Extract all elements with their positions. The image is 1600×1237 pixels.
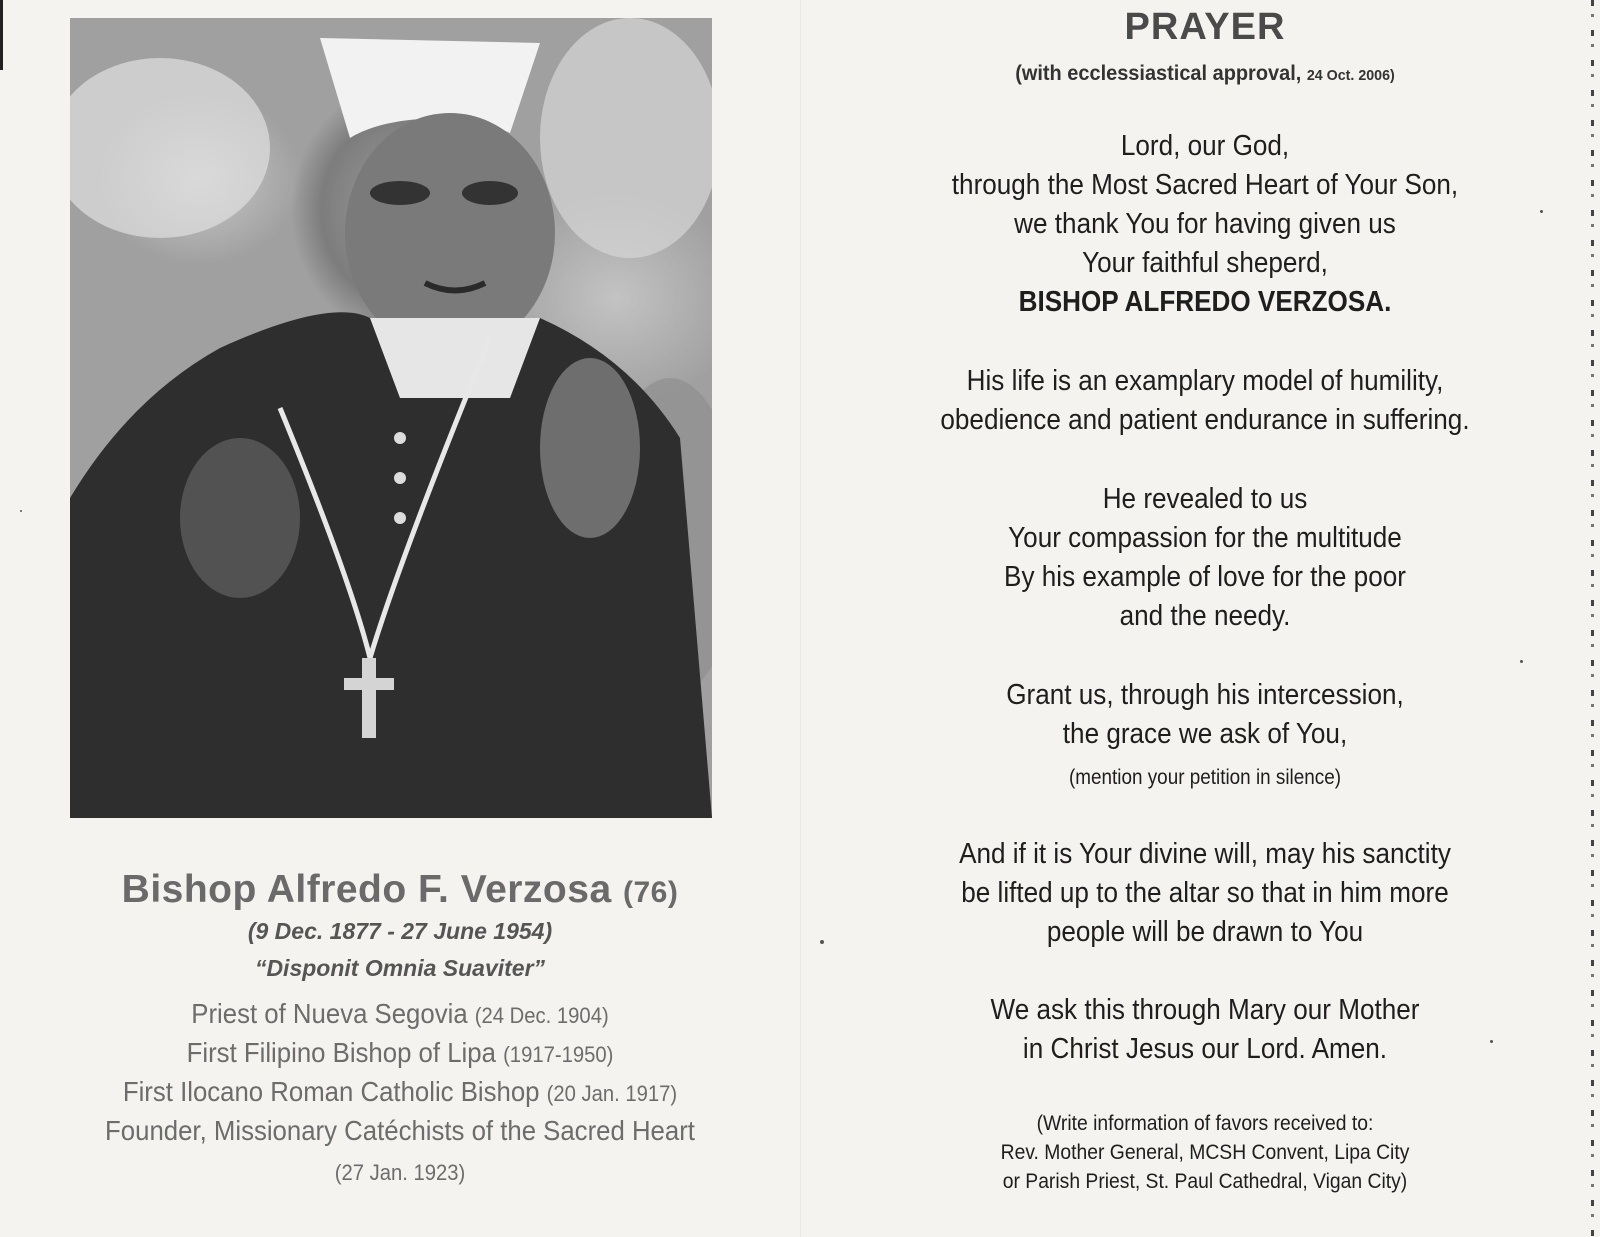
approval-note: (with ecclessiastical approval, 24 Oct. 2006) — [1015, 62, 1395, 85]
bio-line: Priest of Nueva Segovia (24 Dec. 1904) — [191, 998, 609, 1029]
favors-note-line: or Parish Priest, St. Paul Cathedral, Vigan City) — [1002, 1170, 1408, 1193]
bio-line: First Filipino Bishop of Lipa (1917-1950) — [186, 1037, 614, 1068]
bishop-name — [30, 868, 770, 912]
bishop-name-text: Bishop Alfredo F. Verzosa — [121, 868, 612, 911]
bishop-portrait — [70, 18, 712, 818]
prayer-line: BISHOP ALFREDO VERZOSA. — [1018, 286, 1392, 318]
scan-speck — [20, 510, 22, 512]
scan-speck — [1520, 660, 1523, 663]
prayer-line: We ask this through Mary our Mother — [990, 994, 1420, 1026]
prayer-line: the grace we ask of You, — [1062, 718, 1348, 750]
prayer-line: through the Most Sacred Heart of Your Son, — [951, 169, 1459, 201]
prayer-line: Your compassion for the multitude — [1008, 522, 1402, 554]
prayer-line: people will be drawn to You — [1046, 916, 1364, 948]
scan-edge-left — [0, 0, 3, 70]
prayer-line: By his example of love for the poor — [1004, 561, 1406, 593]
bio-line: (27 Jan. 1923) — [334, 1160, 466, 1185]
card-fold — [800, 0, 801, 1237]
life-dates: (9 Dec. 1877 - 27 June 1954) — [247, 918, 553, 944]
scan-speck — [820, 940, 824, 944]
prayer-line: And if it is Your divine will, may his sanctity — [959, 838, 1451, 870]
prayer-line: obedience and patient endurance in suffering. — [940, 404, 1470, 436]
prayer-line: (mention your petition in silence) — [1068, 766, 1342, 789]
prayer-line: Your faithful sheperd, — [1082, 247, 1328, 279]
scan-speck — [1540, 210, 1543, 213]
prayer-line: He revealed to us — [1102, 483, 1308, 515]
motto: “Disponit Omnia Suaviter” — [254, 955, 546, 981]
prayer-line: His life is an examplary model of humility, — [966, 365, 1444, 397]
prayer-line: Grant us, through his intercession, — [1006, 679, 1404, 711]
scan-speck — [1490, 1040, 1493, 1043]
portrait-illustration — [70, 18, 712, 818]
prayer-line: we thank You for having given us — [1014, 208, 1396, 240]
scan-edge-right — [1591, 0, 1594, 1237]
prayer-line: in Christ Jesus our Lord. Amen. — [1022, 1033, 1388, 1065]
bio-line: First Ilocano Roman Catholic Bishop (20 Jan. 1917) — [122, 1076, 678, 1107]
favors-note-line: Rev. Mother General, MCSH Convent, Lipa City — [1000, 1141, 1410, 1164]
prayer-line: be lifted up to the altar so that in him more — [961, 877, 1449, 909]
prayer-title: PRAYER — [1124, 6, 1286, 48]
bishop-age: (76) — [622, 876, 679, 909]
bio-line: Founder, Missionary Catéchists of the Sacred Heart — [105, 1115, 695, 1146]
prayer-line: and the needy. — [1119, 600, 1291, 632]
favors-note-line: (Write information of favors received to: — [1036, 1112, 1374, 1135]
prayer-line: Lord, our God, — [1120, 130, 1290, 162]
